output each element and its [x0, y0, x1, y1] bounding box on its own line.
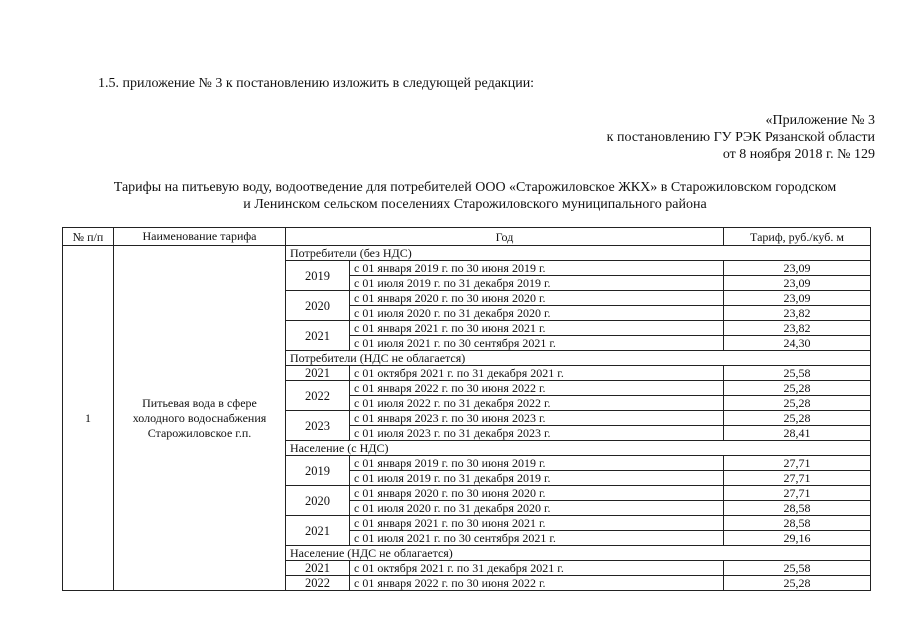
- tariff-value: 28,41: [724, 426, 871, 441]
- year-cell: 2022: [286, 381, 350, 411]
- header-num: № п/п: [63, 228, 114, 246]
- header-tariff: Тариф, руб./куб. м: [724, 228, 871, 246]
- period-cell: с 01 октября 2021 г. по 31 декабря 2021 г.: [350, 561, 724, 576]
- group-label: Население (с НДС): [286, 441, 871, 456]
- group-label: Потребители (НДС не облагается): [286, 351, 871, 366]
- tariff-value: 27,71: [724, 486, 871, 501]
- paragraph-text: 1.5. приложение № 3 к постановлению изложить в следующей редакции:: [98, 76, 535, 91]
- document-title: [60, 179, 890, 213]
- year-cell: 2021: [286, 561, 350, 576]
- group-label: Население (НДС не облагается): [286, 546, 871, 561]
- tariff-value: 28,58: [724, 516, 871, 531]
- year-cell: 2019: [286, 261, 350, 291]
- tariff-value: 23,09: [724, 291, 871, 306]
- period-cell: с 01 июля 2021 г. по 30 сентября 2021 г.: [350, 336, 724, 351]
- row-number: 1: [63, 246, 114, 591]
- year-cell: 2021: [286, 321, 350, 351]
- title-line-1: Тарифы на питьевую воду, водоотведение для потребителей ООО «Старожиловское ЖКХ» в Старожиловском городском: [113, 180, 837, 195]
- period-cell: с 01 июля 2022 г. по 31 декабря 2022 г.: [350, 396, 724, 411]
- appendix-line-1: «Приложение № 3: [765, 113, 875, 128]
- tariff-value: 27,71: [724, 456, 871, 471]
- period-cell: с 01 января 2019 г. по 30 июня 2019 г.: [350, 456, 724, 471]
- period-cell: с 01 января 2022 г. по 30 июня 2022 г.: [350, 576, 724, 591]
- period-cell: с 01 января 2021 г. по 30 июня 2021 г.: [350, 516, 724, 531]
- period-cell: с 01 января 2022 г. по 30 июня 2022 г.: [350, 381, 724, 396]
- tariff-value: 25,58: [724, 366, 871, 381]
- tariff-value: 23,82: [724, 321, 871, 336]
- year-cell: 2020: [286, 291, 350, 321]
- header-year: Год: [286, 228, 724, 246]
- group-label: Потребители (без НДС): [286, 246, 871, 261]
- appendix-line-3: от 8 ноября 2018 г. № 129: [722, 147, 875, 162]
- period-cell: с 01 января 2021 г. по 30 июня 2021 г.: [350, 321, 724, 336]
- year-cell: 2023: [286, 411, 350, 441]
- year-cell: 2021: [286, 516, 350, 546]
- appendix-line-2: к постановлению ГУ РЭК Рязанской области: [606, 130, 875, 145]
- tariff-value: 25,28: [724, 411, 871, 426]
- year-cell: 2022: [286, 576, 350, 591]
- tariff-value: 23,82: [724, 306, 871, 321]
- year-cell: 2020: [286, 486, 350, 516]
- tariff-value: 29,16: [724, 531, 871, 546]
- tariff-value: 24,30: [724, 336, 871, 351]
- period-cell: с 01 июля 2020 г. по 31 декабря 2020 г.: [350, 306, 724, 321]
- period-cell: с 01 июля 2019 г. по 31 декабря 2019 г.: [350, 276, 724, 291]
- period-cell: с 01 января 2019 г. по 30 июня 2019 г.: [350, 261, 724, 276]
- period-cell: с 01 октября 2021 г. по 31 декабря 2021 г.: [350, 366, 724, 381]
- period-cell: с 01 июля 2019 г. по 31 декабря 2019 г.: [350, 471, 724, 486]
- tariff-name: Питьевая вода в сфере холодного водоснабжения Старожиловское г.п.: [114, 246, 286, 591]
- group-row: [63, 246, 871, 261]
- tariff-value: 27,71: [724, 471, 871, 486]
- header-name: Наименование тарифа: [114, 228, 286, 246]
- period-cell: с 01 июля 2020 г. по 31 декабря 2020 г.: [350, 501, 724, 516]
- tariff-value: 28,58: [724, 501, 871, 516]
- tariff-value: 25,58: [724, 561, 871, 576]
- tariff-value: 23,09: [724, 261, 871, 276]
- appendix-header: [607, 112, 875, 163]
- title-line-2: и Ленинском сельском поселениях Старожиловского муниципального района: [243, 197, 707, 212]
- table-body: [63, 246, 871, 591]
- tariff-table: [62, 227, 871, 591]
- year-cell: 2021: [286, 366, 350, 381]
- table-header-row: [63, 228, 871, 246]
- tariff-value: 23,09: [724, 276, 871, 291]
- tariff-value: 25,28: [724, 381, 871, 396]
- period-cell: с 01 июля 2021 г. по 30 сентября 2021 г.: [350, 531, 724, 546]
- period-cell: с 01 января 2020 г. по 30 июня 2020 г.: [350, 486, 724, 501]
- year-cell: 2019: [286, 456, 350, 486]
- period-cell: с 01 июля 2023 г. по 31 декабря 2023 г.: [350, 426, 724, 441]
- tariff-value: 25,28: [724, 396, 871, 411]
- period-cell: с 01 января 2023 г. по 30 июня 2023 г.: [350, 411, 724, 426]
- tariff-value: 25,28: [724, 576, 871, 591]
- period-cell: с 01 января 2020 г. по 30 июня 2020 г.: [350, 291, 724, 306]
